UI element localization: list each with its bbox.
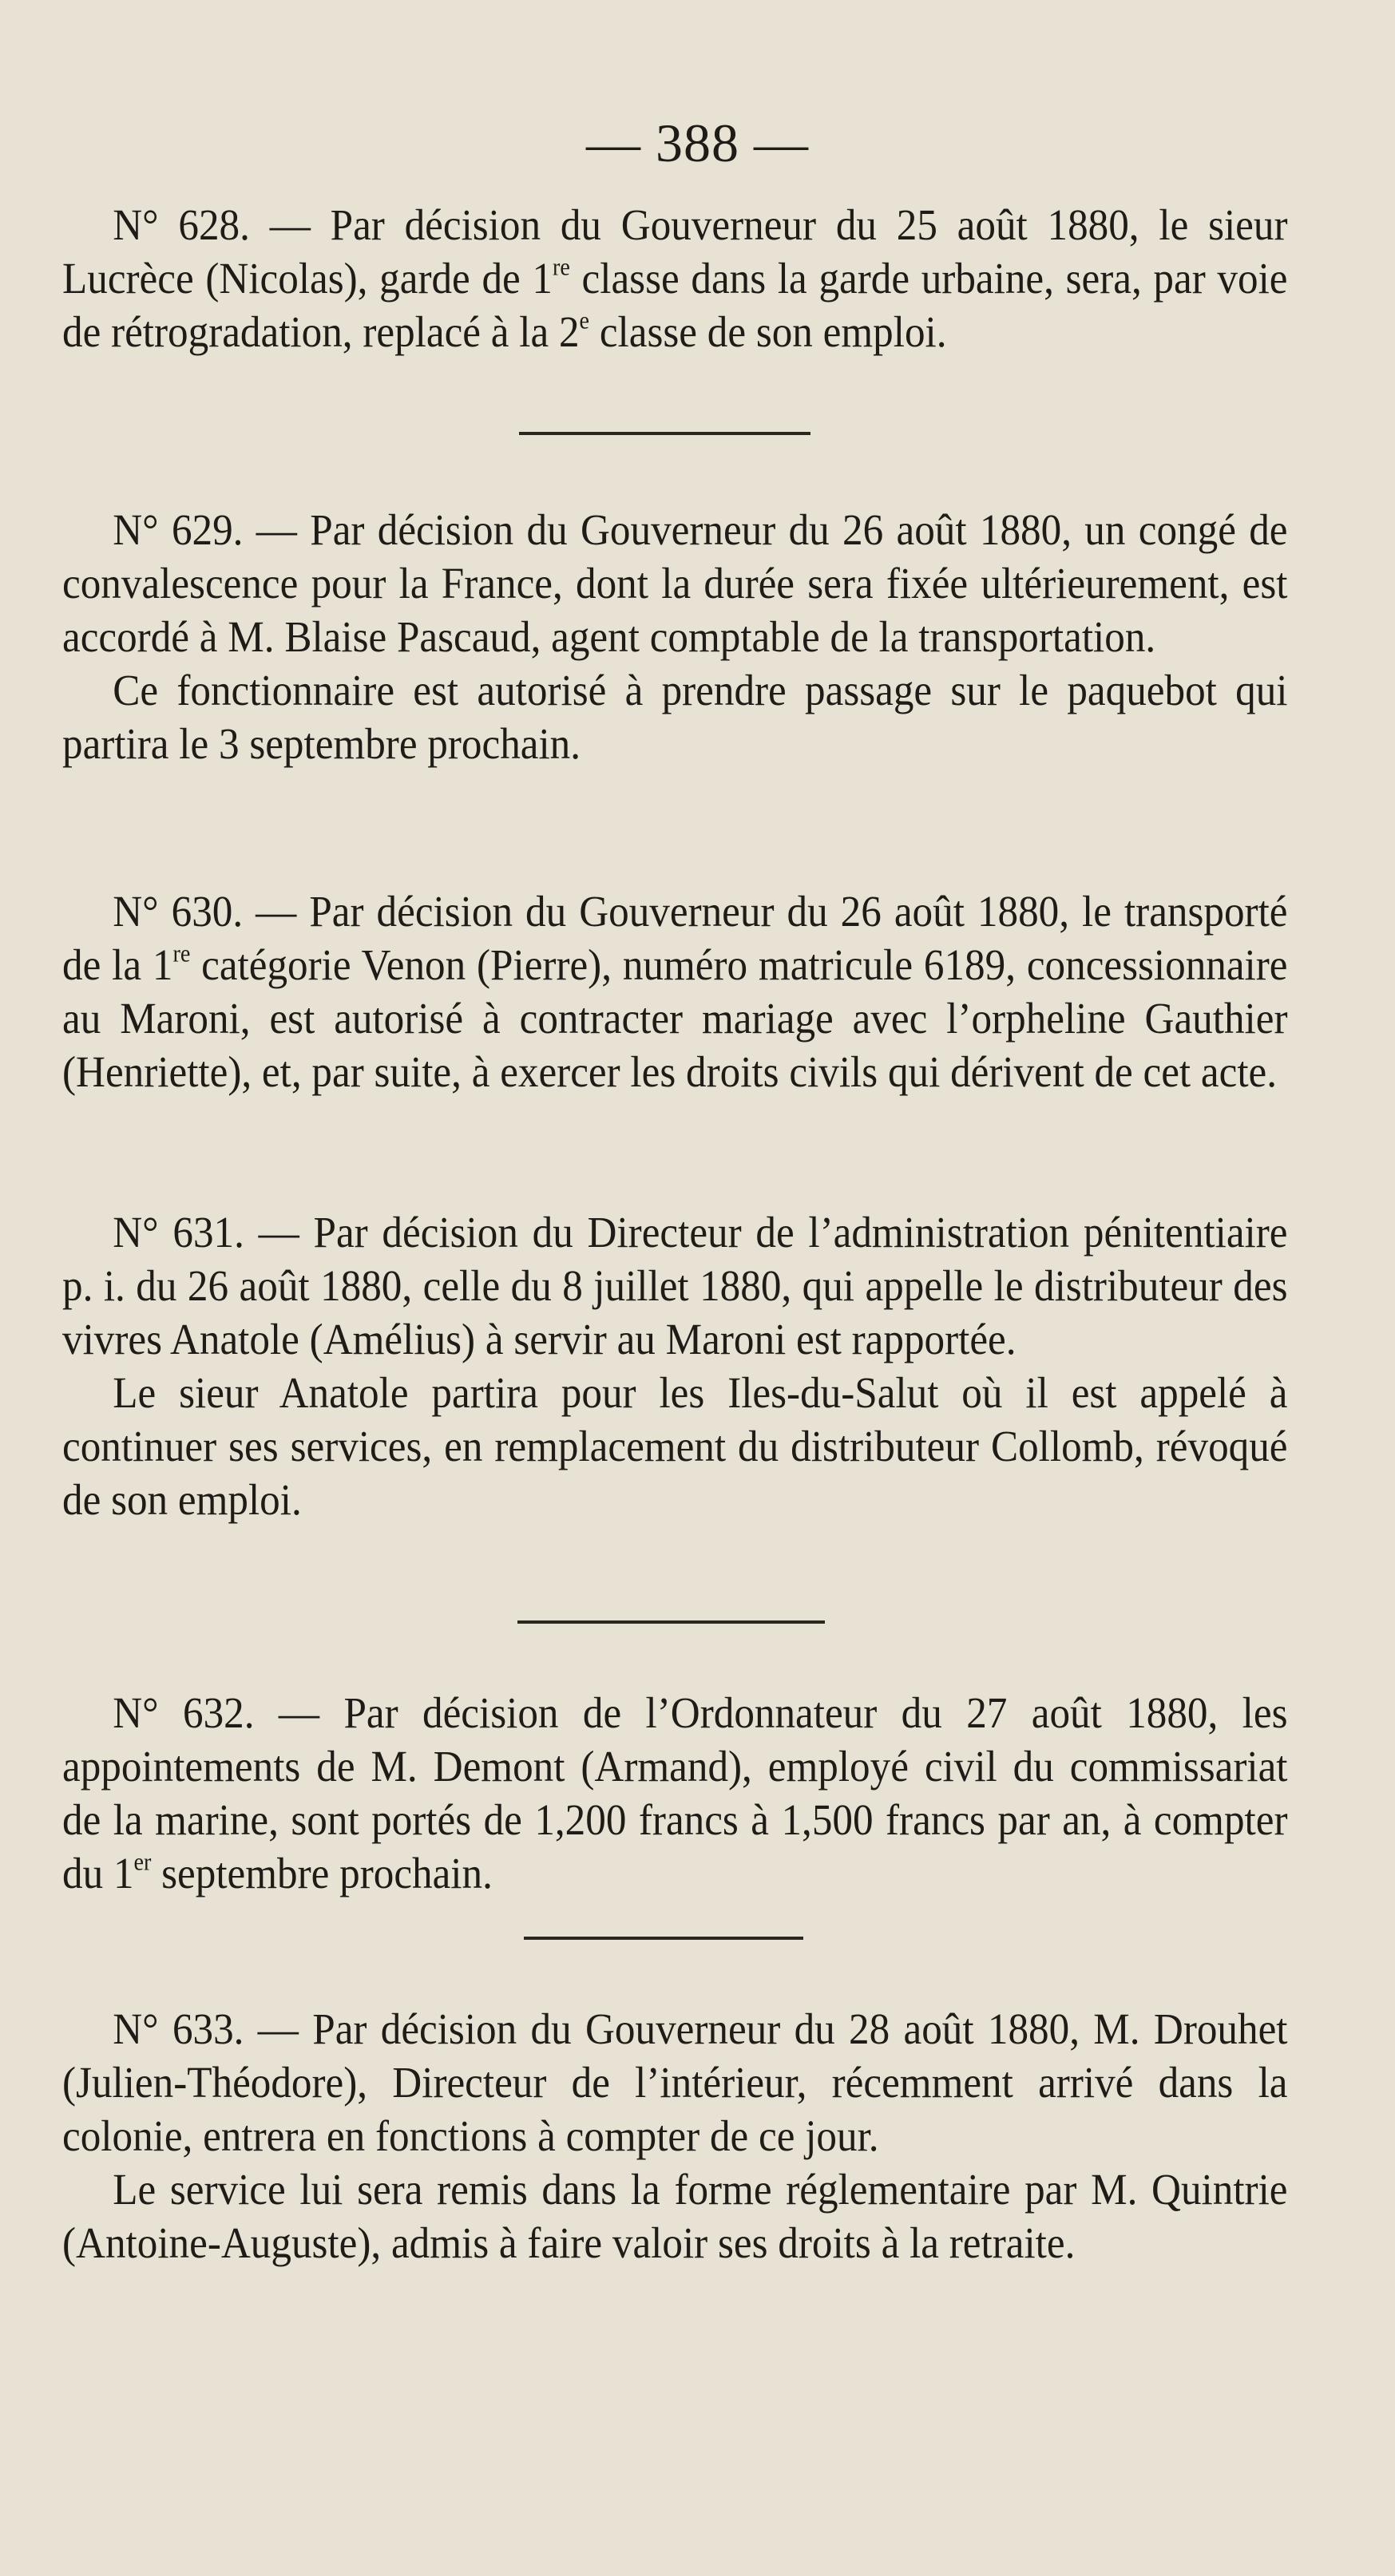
entry-633 (62, 2002, 1288, 2269)
entry-paragraph (62, 1205, 1288, 1366)
entry-631 (62, 1205, 1288, 1526)
paragraph-text: Le service lui sera remis dans la forme réglementaire par M. Quintrie (Antoine-Auguste), admis à faire valoir ses droits à la retraite. (62, 2165, 1288, 2267)
ordinal-superscript: er (133, 1848, 152, 1876)
paragraph-text: N° 628. — Par décision du Gouverneur du 25 août 1880, le sieur Lucrèce (Nicolas), garde de 1 (62, 200, 1288, 303)
paragraph-text: N° 630. — Par décision du Gouverneur du 26 août 1880, le transporté de la 1 (62, 887, 1288, 989)
entry-628 (62, 198, 1288, 358)
separator-rule (524, 1937, 803, 1940)
entry-paragraph (62, 884, 1288, 1098)
ordinal-superscript: re (553, 253, 570, 281)
paragraph-text: Le sieur Anatole partira pour les Iles-du-Salut où il est appelé à continuer ses services, en remplacement du distributeur Collomb, révoqué de son emploi. (62, 1368, 1288, 1524)
ordinal-superscript: e (579, 307, 590, 334)
entry-paragraph (62, 1366, 1288, 1526)
paragraph-text: septembre prochain. (151, 1849, 493, 1897)
paragraph-text: classe dans la garde urbaine, sera, par voie de rétrogradation, replacé à la 2 (62, 254, 1288, 356)
entry-paragraph (62, 663, 1288, 770)
entry-paragraph (62, 2162, 1288, 2269)
entry-paragraph (62, 2002, 1288, 2162)
paragraph-text: N° 632. — Par décision de l’Ordonnateur du 27 août 1880, les appointements de M. Demont (Armand), employé civil du commissariat de la marine, sont portés de 1,200 francs à 1,500 francs par an, à compter du 1 (62, 1688, 1288, 1897)
entry-paragraph (62, 503, 1288, 663)
separator-rule (517, 1620, 825, 1624)
paragraph-text: catégorie Venon (Pierre), numéro matricule 6189, concessionnaire au Maroni, est autorisé à contracter mariage avec l’orpheline Gauthier (Henriette), et, par suite, à exercer les droits civils qui dérivent de cet acte. (62, 940, 1288, 1096)
paragraph-text: Ce fonctionnaire est autorisé à prendre passage sur le paquebot qui partira le 3 septembre prochain. (62, 666, 1288, 768)
entry-630 (62, 884, 1288, 1098)
page-number: — 388 — (586, 113, 809, 173)
entry-632 (62, 1686, 1288, 1900)
entry-paragraph (62, 198, 1288, 358)
separator-rule (519, 432, 810, 435)
paragraph-text: N° 633. — Par décision du Gouverneur du 28 août 1880, M. Drouhet (Julien-Théodore), Directeur de l’intérieur, récemment arrivé dans la colonie, entrera en fonctions à compter de ce jour. (62, 2004, 1288, 2160)
paragraph-text: N° 629. — Par décision du Gouverneur du 26 août 1880, un congé de convalescence pour la France, dont la durée sera fixée ultérieurement, est accordé à M. Blaise Pascaud, agent comptable de la transportation. (62, 505, 1288, 661)
paragraph-text: N° 631. — Par décision du Directeur de l’administration pénitentiaire p. i. du 26 août 1880, celle du 8 juillet 1880, qui appelle le distributeur des vivres Anatole (Amélius) à servir au Maroni est rapportée. (62, 1208, 1288, 1363)
paragraph-text: classe de son emploi. (589, 307, 947, 356)
entry-paragraph (62, 1686, 1288, 1900)
entry-629 (62, 503, 1288, 770)
ordinal-superscript: re (172, 940, 191, 967)
